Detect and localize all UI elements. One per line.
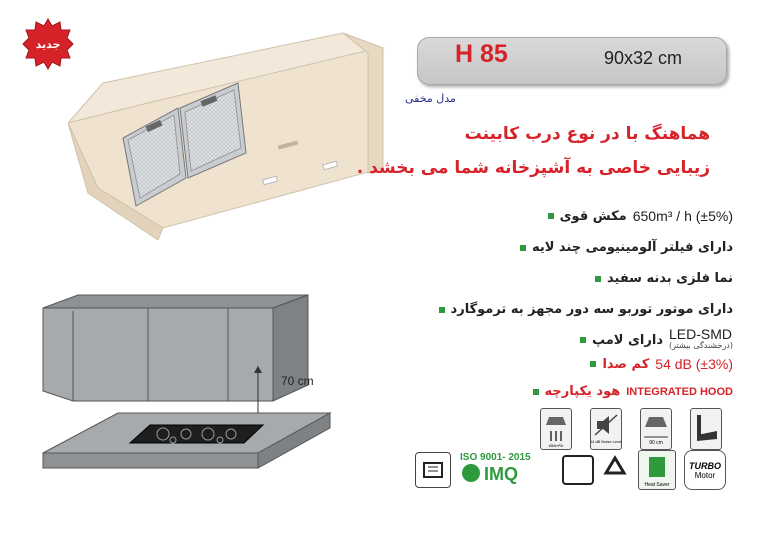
turbo-label: TURBO bbox=[689, 461, 721, 471]
feature-suction bbox=[548, 208, 733, 224]
gas-cooktop bbox=[130, 425, 263, 443]
svg-text:Heat Saver: Heat Saver bbox=[644, 482, 670, 488]
feature-value: LED-SMD bbox=[669, 326, 733, 342]
feature-text: کم صدا bbox=[602, 356, 650, 372]
cooktop-height-label: 70 cm bbox=[281, 374, 314, 388]
countertop-front bbox=[43, 453, 258, 468]
bullet-icon bbox=[520, 245, 526, 251]
feature-value: 54 dB (±3%) bbox=[655, 356, 733, 372]
feature-lamp bbox=[580, 328, 733, 352]
user-manual-icon bbox=[415, 452, 451, 488]
bullet-icon bbox=[595, 276, 601, 282]
description-line-1: هماهنگ با در نوع درب کابینت bbox=[464, 124, 710, 144]
heat-saver-icon bbox=[638, 450, 676, 490]
feature-motor bbox=[439, 302, 733, 317]
feature-text: هود یکپارچه bbox=[544, 384, 621, 399]
recycle-icon bbox=[600, 455, 630, 483]
model-type: مدل مخفی bbox=[405, 92, 456, 105]
feature-note: (درخشندگی بیشتر) bbox=[669, 341, 733, 350]
bullet-icon bbox=[548, 213, 554, 219]
model-code: H 85 bbox=[455, 40, 508, 68]
motor-label: Motor bbox=[694, 471, 716, 480]
cabinet-front bbox=[43, 308, 273, 401]
width-icon bbox=[640, 408, 672, 450]
bullet-icon bbox=[533, 389, 539, 395]
bullet-icon bbox=[439, 307, 445, 313]
svg-text:54 dB Noise Level: 54 dB Noise Level bbox=[591, 439, 621, 444]
description-line-2: زیبایی خاصی به آشپزخانه شما می بخشد . bbox=[356, 158, 710, 178]
feature-noise bbox=[590, 356, 733, 372]
imq-label: IMQ bbox=[484, 464, 518, 484]
feature-text: دارای فیلتر آلومینیومی چند لایه bbox=[531, 240, 733, 255]
noise-level-icon bbox=[590, 408, 622, 450]
hood-illustration bbox=[68, 28, 388, 240]
model-size: 90x32 cm bbox=[604, 48, 683, 68]
cabinet-top bbox=[43, 295, 308, 308]
feature-text: دارای لامپ bbox=[592, 332, 663, 348]
badge-label: جدید bbox=[35, 38, 61, 51]
certificate-icon bbox=[562, 455, 594, 485]
bullet-icon bbox=[590, 361, 596, 367]
feature-filter bbox=[520, 240, 733, 255]
feature-value: INTEGRATED HOOD bbox=[626, 385, 733, 398]
installation-diagram bbox=[38, 293, 338, 493]
hood-type-icon bbox=[690, 408, 722, 450]
new-badge bbox=[22, 18, 74, 70]
feature-integrated bbox=[533, 384, 733, 399]
feature-body bbox=[595, 271, 733, 286]
turbo-motor-icon bbox=[684, 450, 726, 490]
iso-label: ISO 9001- 2015 bbox=[460, 452, 531, 463]
airflow-icon bbox=[540, 408, 572, 450]
svg-text:650m³/h: 650m³/h bbox=[548, 443, 564, 448]
feature-text: مکش قوی bbox=[559, 208, 627, 224]
iso-logo-icon bbox=[462, 464, 480, 482]
feature-text: نما فلزی بدنه سفید bbox=[607, 271, 733, 286]
feature-text: دارای موتور توربو سه دور مجهز به ترموگارد bbox=[450, 302, 733, 317]
bullet-icon bbox=[580, 337, 586, 343]
svg-text:90 cm: 90 cm bbox=[649, 440, 663, 446]
feature-value: 650m³ / h (±5%) bbox=[632, 208, 733, 224]
